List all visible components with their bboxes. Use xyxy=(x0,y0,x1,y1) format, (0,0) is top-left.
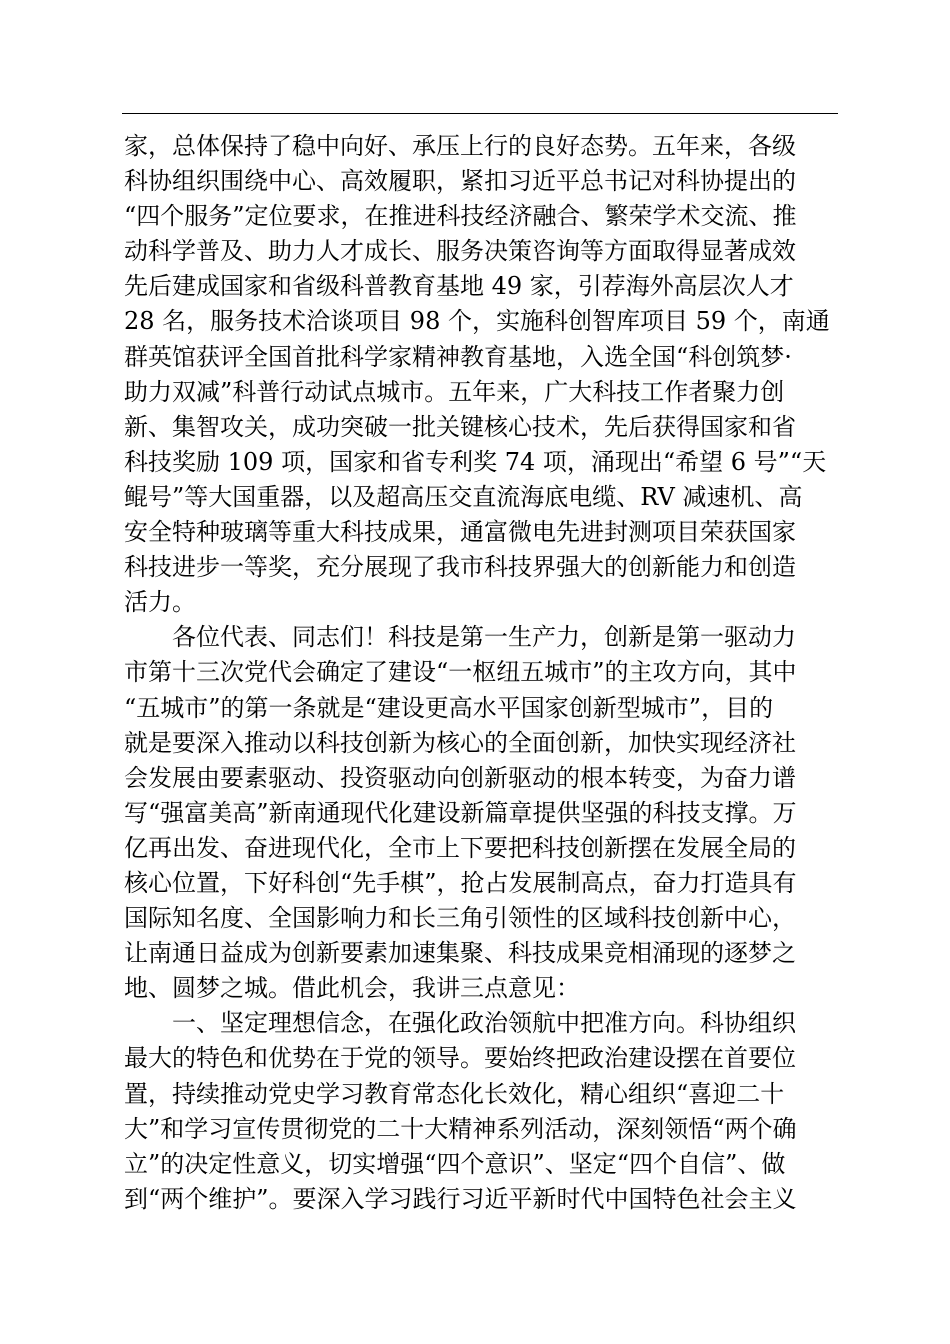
text-line: 核心位置，下好科创“先手棋”，抢占发展制高点，奋力打造具有 xyxy=(124,868,797,897)
text-line: 助力双减”科普行动试点城市。五年来，广大科技工作者聚力创 xyxy=(124,377,785,406)
text-line: 就是要深入推动以科技创新为核心的全面创新，加快实现经济社 xyxy=(124,728,796,757)
text-line: 安全特种玻璃等重大科技成果，通富微电先进封测项目荣获国家 xyxy=(124,518,796,547)
text-line: 让南通日益成为创新要素加速集聚、科技成果竞相涌现的逐梦之 xyxy=(124,939,796,968)
text-line: 最大的特色和优势在于党的领导。要始终把政治建设摆在首要位 xyxy=(124,1044,796,1073)
text-line: 科协组织围绕中心、高效履职，紧扣习近平总书记对科协提出的 xyxy=(124,167,796,196)
text-line: 先后建成国家和省级科普教育基地 49 家，引荐海外高层次人才 xyxy=(124,272,794,301)
text-line: 科技奖励 109 项，国家和省专利奖 74 项，涌现出“希望 6 号”“天 xyxy=(124,447,827,476)
text-line: 写“强富美高”新南通现代化建设新篇章提供坚强的科技支撑。万 xyxy=(124,798,797,827)
text-line: 群英馆获评全国首批科学家精神教育基地，入选全国“科创筑梦· xyxy=(124,342,792,371)
text-line: 到“两个维护”。要深入学习践行习近平新时代中国特色社会主义 xyxy=(124,1184,797,1213)
text-line: 大”和学习宣传贯彻党的二十大精神系列活动，深刻领悟“两个确 xyxy=(124,1114,797,1143)
text-line: 会发展由要素驱动、投资驱动向创新驱动的根本转变，为奋力谱 xyxy=(124,763,796,792)
text-line: 科技进步一等奖，充分展现了我市科技界强大的创新能力和创造 xyxy=(124,553,796,582)
text-line: 活力。 xyxy=(124,588,196,617)
text-line: “四个服务”定位要求，在推进科技经济融合、繁荣学术交流、推 xyxy=(124,202,797,231)
text-line: 鲲号”等大国重器，以及超高压交直流海底电缆、RV 减速机、高 xyxy=(124,482,803,511)
text-line: 立”的决定性意义，切实增强“四个意识”、坚定“四个自信”、做 xyxy=(124,1149,786,1178)
text-line: 置，持续推动党史学习教育常态化长效化，精心组织“喜迎二十 xyxy=(124,1079,785,1108)
text-line: 市第十三次党代会确定了建设“一枢纽五城市”的主攻方向，其中 xyxy=(124,658,797,687)
header-rule xyxy=(122,113,838,114)
text-line: “五城市”的第一条就是“建设更高水平国家创新型城市”，目的 xyxy=(124,693,774,722)
text-line: 一、坚定理想信念，在强化政治领航中把准方向。科协组织 xyxy=(172,1009,796,1038)
text-line: 地、圆梦之城。借此机会，我讲三点意见： xyxy=(124,974,580,1003)
text-line: 亿再出发、奋进现代化，全市上下要把科技创新摆在发展全局的 xyxy=(124,833,796,862)
text-line: 28 名，服务技术洽谈项目 98 个，实施科创智库项目 59 个，南通 xyxy=(124,307,830,336)
text-line: 家，总体保持了稳中向好、承压上行的良好态势。五年来，各级 xyxy=(124,132,796,160)
document-body xyxy=(124,129,840,1217)
text-line: 新、集智攻关，成功突破一批关键核心技术，先后获得国家和省 xyxy=(124,412,796,441)
text-line: 各位代表、同志们！科技是第一生产力，创新是第一驱动力 xyxy=(172,623,796,652)
text-line: 国际知名度、全国影响力和长三角引领性的区域科技创新中心， xyxy=(124,904,796,933)
text-line: 动科学普及、助力人才成长、服务决策咨询等方面取得显著成效 xyxy=(124,237,796,266)
